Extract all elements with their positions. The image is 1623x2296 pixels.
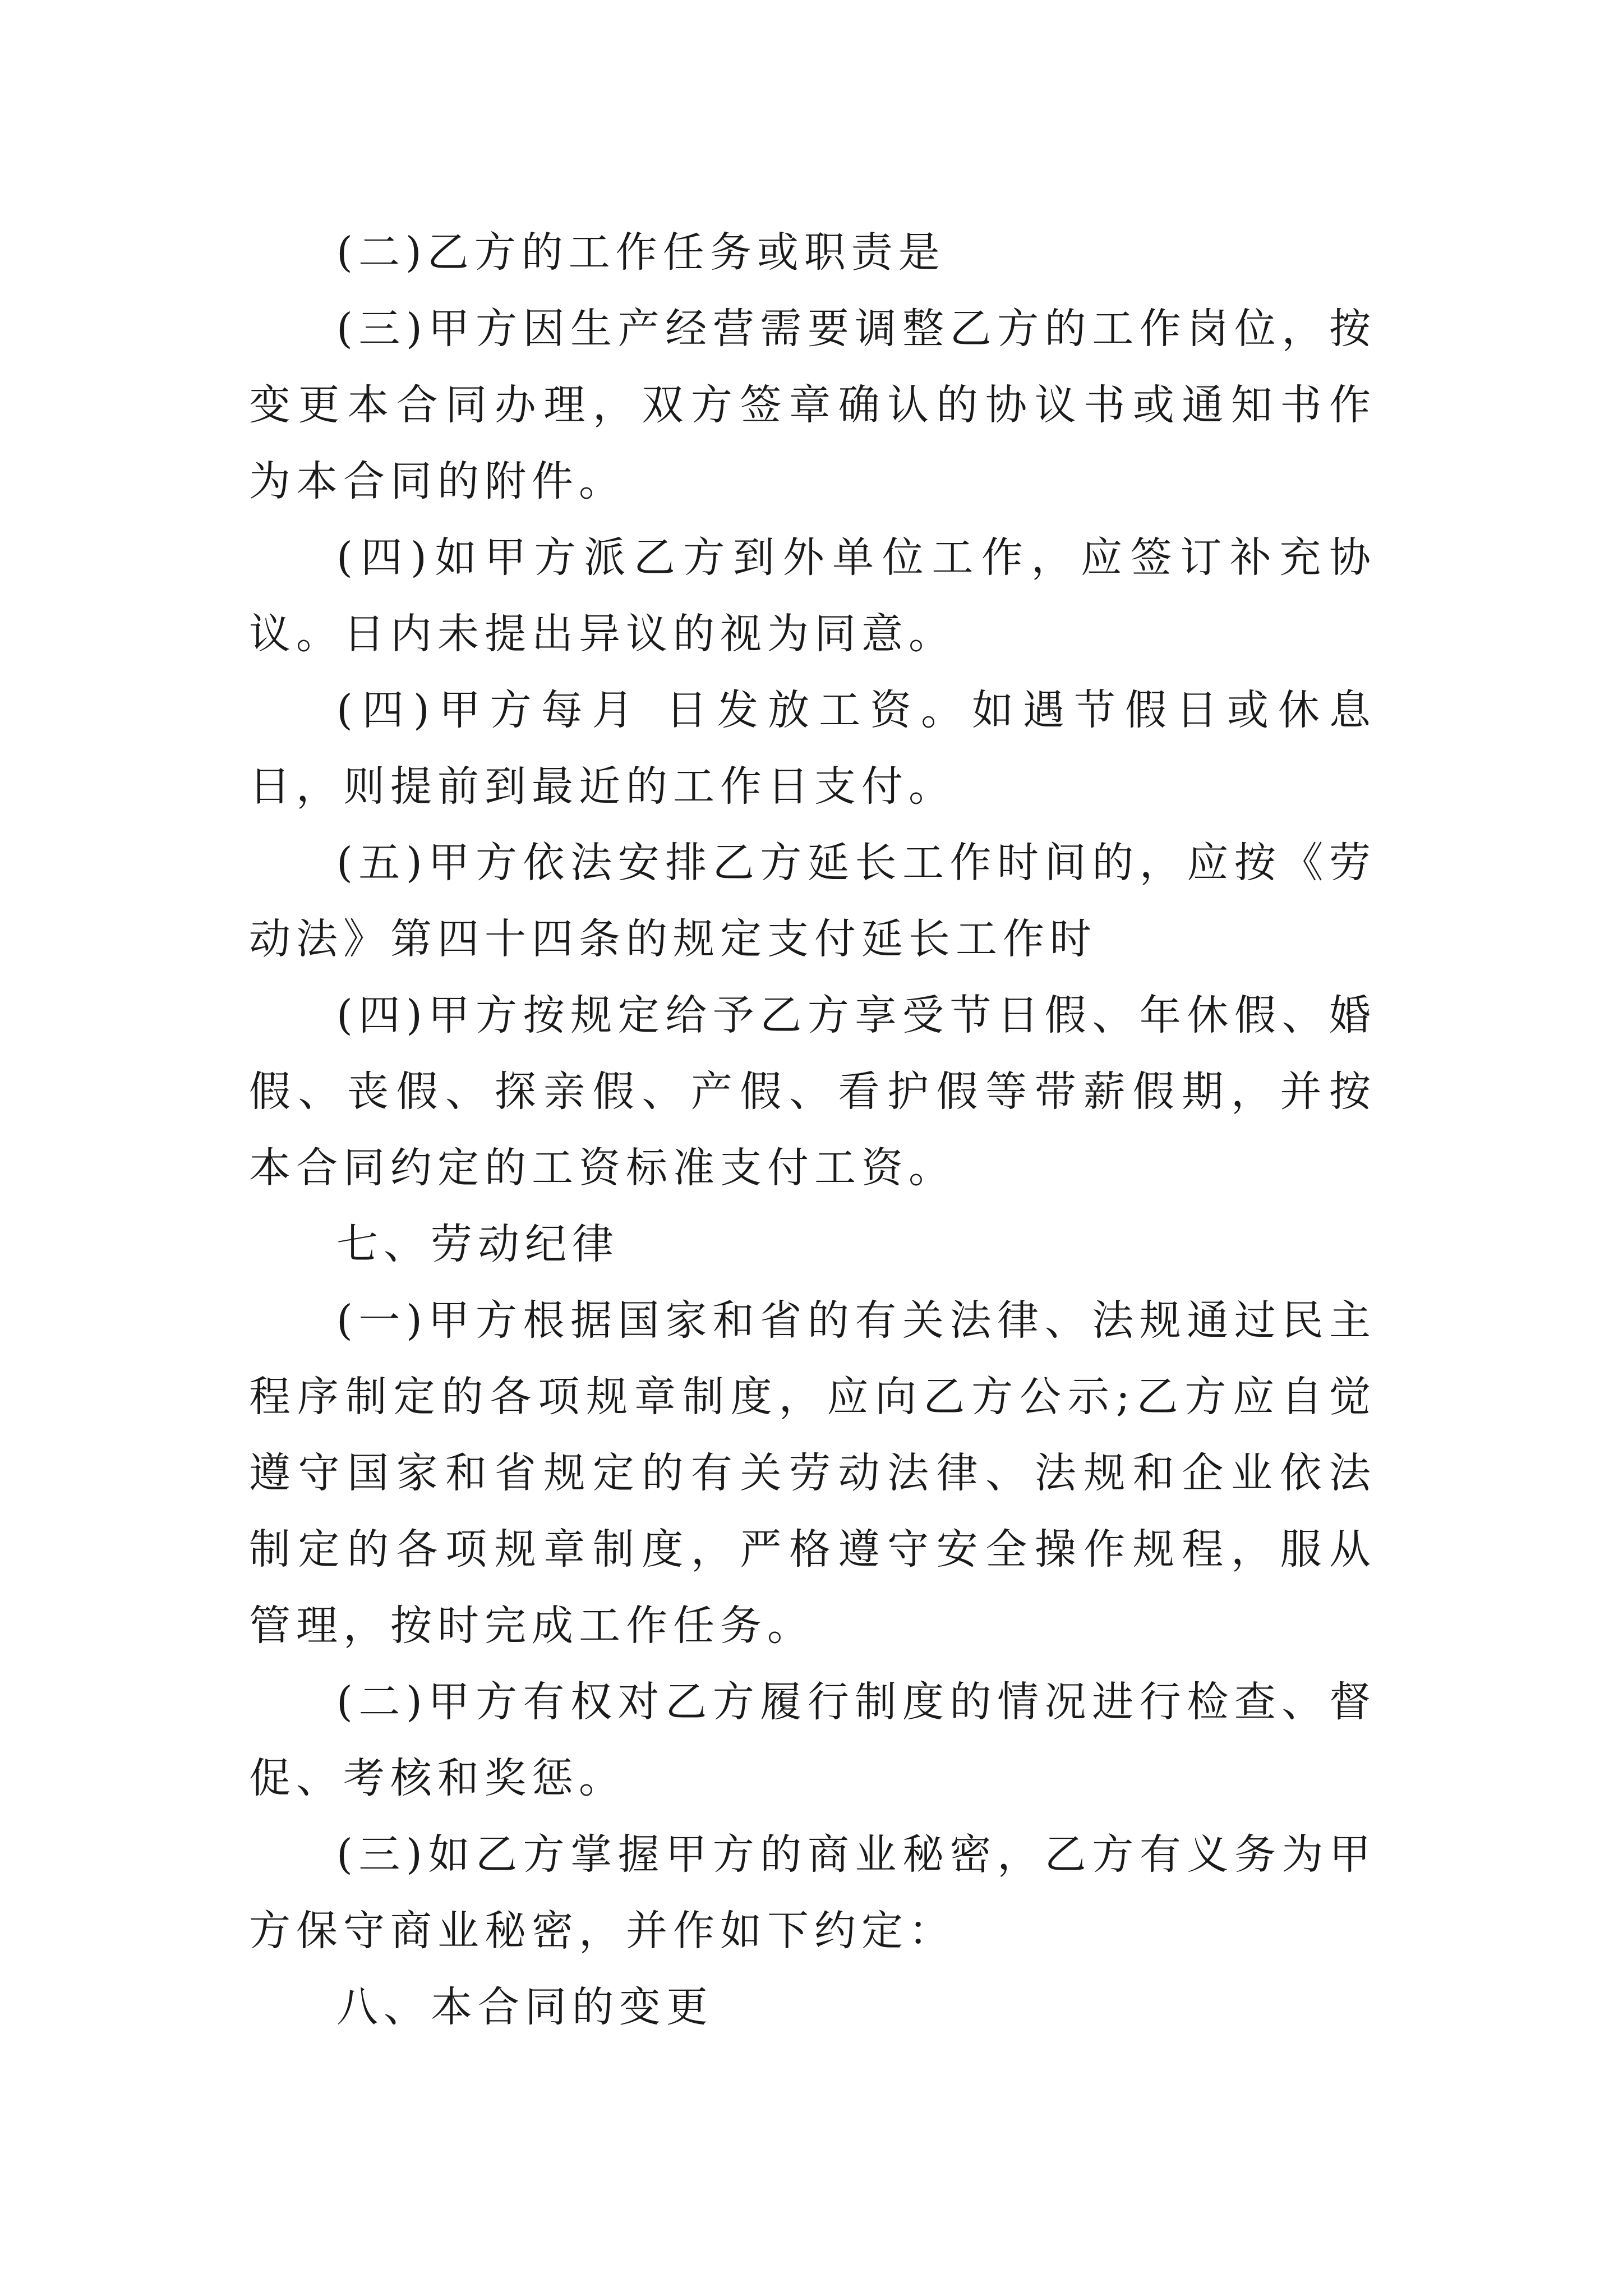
- document-body: [249, 214, 1376, 2045]
- paragraph-external-assignment: (四)如甲方派乙方到外单位工作，应签订补充协议。日内未提出异议的视为同意。: [249, 533, 1376, 658]
- paragraph-paid-leave: (四)甲方按规定给予乙方享受节日假、年休假、婚假、丧假、探亲假、产假、看护假等带薪假期，并按本合同约定的工资标准支付工资。: [249, 991, 1376, 1192]
- paragraph-overtime: (五)甲方依法安排乙方延长工作时间的，应按《劳动法》第四十四条的规定支付延长工作时: [249, 839, 1376, 963]
- paragraph-rules-and-regulations: (一)甲方根据国家和省的有关法律、法规通过民主程序制定的各项规章制度，应向乙方公示;乙方应自觉遵守国家和省规定的有关劳动法律、法规和企业依法制定的各项规章制度，严格遵守安全操作规程，服从管理，按时完成工作任务。: [249, 1296, 1376, 1650]
- paragraph-trade-secrets: (三)如乙方掌握甲方的商业秘密，乙方有义务为甲方保守商业秘密，并作如下约定：: [249, 1830, 1376, 1955]
- section-heading-labor-discipline: 七、劳动纪律: [336, 1220, 619, 1268]
- paragraph-inspection-rights: (二)甲方有权对乙方履行制度的情况进行检查、督促、考核和奖惩。: [249, 1678, 1376, 1802]
- section-heading-contract-changes: 八、本合同的变更: [336, 1983, 713, 2031]
- paragraph-duties: (二)乙方的工作任务或职责是: [336, 228, 946, 277]
- paragraph-wage-payday: (四)甲方每月 日发放工资。如遇节假日或休息日，则提前到最近的工作日支付。: [249, 686, 1376, 811]
- paragraph-position-adjustment: (三)甲方因生产经营需要调整乙方的工作岗位，按变更本合同办理，双方签章确认的协议书或通知书作为本合同的附件。: [249, 305, 1376, 505]
